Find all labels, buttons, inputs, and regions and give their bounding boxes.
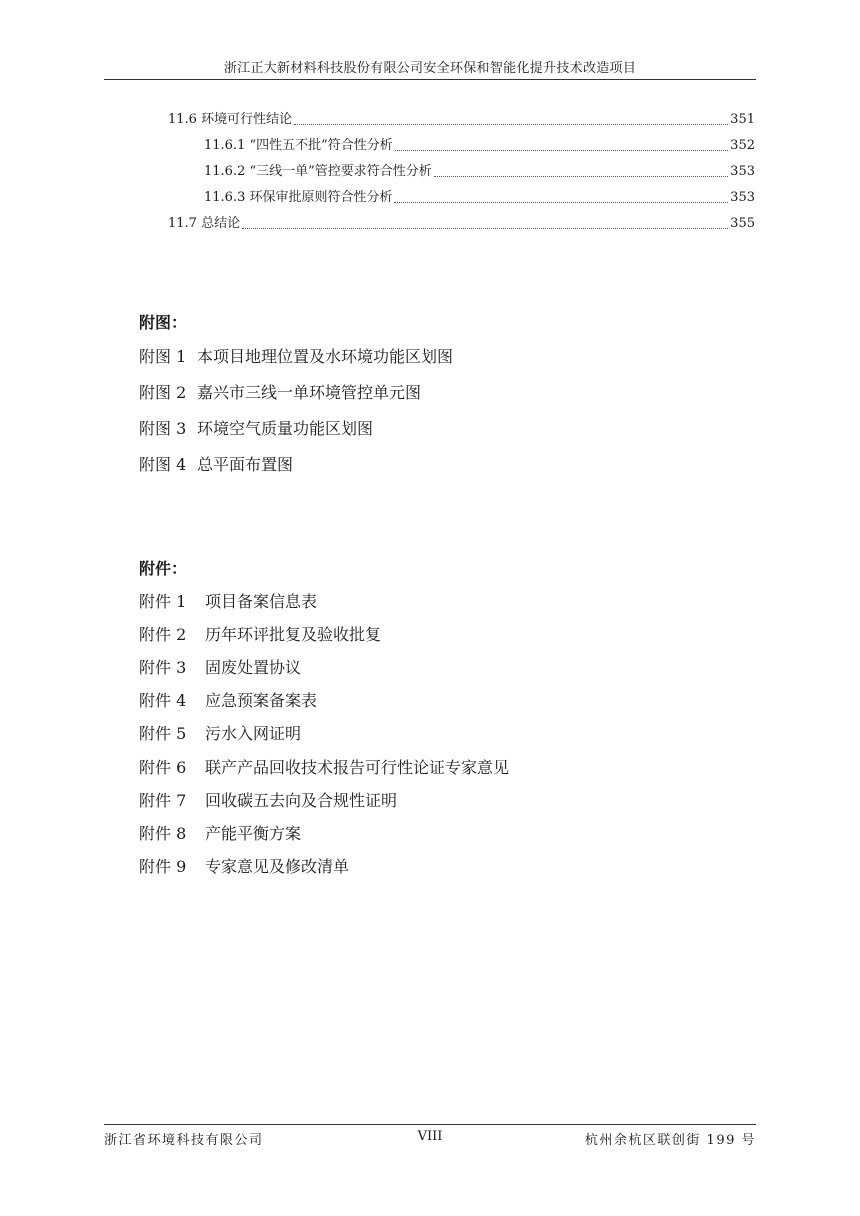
- attachment-caption: 回收碳五去向及合规性证明: [205, 791, 398, 810]
- attachment-number: 附件 9: [139, 857, 187, 876]
- attachment-number: 附件 3: [139, 658, 187, 677]
- attachment-item: [139, 755, 509, 778]
- attachment-number: 附件 4: [139, 691, 187, 710]
- attachment-caption: 固废处置协议: [205, 658, 302, 677]
- footer-rule: [104, 1124, 756, 1125]
- attachment-caption: 联产产品回收技术报告可行性论证专家意见: [205, 758, 510, 777]
- toc-entry-label: 11.6.3 环保审批原则符合性分析: [204, 190, 393, 205]
- attachment-number: 附件 5: [139, 724, 187, 743]
- toc-leader-dots: [242, 228, 728, 229]
- toc-leader-dots: [294, 124, 728, 125]
- attachment-item: [139, 688, 317, 711]
- attachment-caption: 历年环评批复及验收批复: [205, 625, 382, 644]
- toc-entry-label: 11.6.2 “三线一单”管控要求符合性分析: [204, 164, 432, 179]
- toc-entry-11-6-2[interactable]: [204, 163, 755, 181]
- toc-entry-11-7[interactable]: [168, 215, 755, 233]
- toc-entry-page: 355: [730, 216, 755, 231]
- figure-item: [139, 452, 293, 475]
- footer-company: 浙江省环境科技有限公司: [104, 1133, 264, 1148]
- attachment-number: 附件 6: [139, 758, 187, 777]
- toc-entry-page: 351: [730, 112, 755, 127]
- toc-leader-dots: [394, 202, 728, 203]
- figure-item: [139, 380, 421, 403]
- figure-number: 附图 2: [139, 383, 187, 402]
- toc-entry-page: 352: [730, 138, 755, 153]
- toc-entry-label: 11.6.1 “四性五不批”符合性分析: [204, 138, 393, 153]
- footer-address: 杭州余杭区联创街 199 号: [584, 1133, 756, 1148]
- attachment-caption: 产能平衡方案: [205, 824, 302, 843]
- figure-item: [139, 344, 453, 367]
- figure-number: 附图 3: [139, 419, 187, 438]
- page-header: 浙江正大新材料科技股份有限公司安全环保和智能化提升技术改造项目: [223, 61, 637, 76]
- attachment-number: 附件 2: [139, 625, 187, 644]
- toc-entry-label: 11.6 环境可行性结论: [168, 112, 293, 127]
- figure-caption: 环境空气质量功能区划图: [197, 419, 374, 438]
- toc-entry-page: 353: [730, 164, 755, 179]
- attachment-caption: 专家意见及修改清单: [205, 857, 350, 876]
- attachment-item: [139, 721, 301, 744]
- figures-section-title: 附图：: [139, 313, 188, 332]
- attachment-number: 附件 1: [139, 592, 187, 611]
- attachment-item: [139, 821, 301, 844]
- attachment-item: [139, 622, 381, 645]
- attachment-item: [139, 788, 397, 811]
- toc-leader-dots: [434, 176, 728, 177]
- attachment-caption: 应急预案备案表: [205, 691, 318, 710]
- toc-entry-11-6-3[interactable]: [204, 189, 755, 207]
- attachment-item: [139, 589, 317, 612]
- figure-number: 附图 4: [139, 455, 187, 474]
- figure-item: [139, 416, 373, 439]
- figure-number: 附图 1: [139, 347, 187, 366]
- header-rule: [104, 79, 756, 80]
- attachments-section-title: 附件：: [139, 559, 188, 578]
- attachment-item: [139, 854, 349, 877]
- footer-page-number: VIII: [417, 1129, 443, 1144]
- toc-entry-label: 11.7 总结论: [168, 216, 241, 231]
- toc-entry-11-6-1[interactable]: [204, 137, 755, 155]
- attachment-number: 附件 7: [139, 791, 187, 810]
- figure-caption: 嘉兴市三线一单环境管控单元图: [197, 383, 422, 402]
- attachment-caption: 项目备案信息表: [205, 592, 318, 611]
- toc-entry-page: 353: [730, 190, 755, 205]
- toc-entry-11-6[interactable]: [168, 111, 755, 129]
- attachment-item: [139, 655, 301, 678]
- figure-caption: 总平面布置图: [197, 455, 294, 474]
- attachment-number: 附件 8: [139, 824, 187, 843]
- figure-caption: 本项目地理位置及水环境功能区划图: [197, 347, 454, 366]
- toc-leader-dots: [395, 150, 728, 151]
- attachment-caption: 污水入网证明: [205, 724, 302, 743]
